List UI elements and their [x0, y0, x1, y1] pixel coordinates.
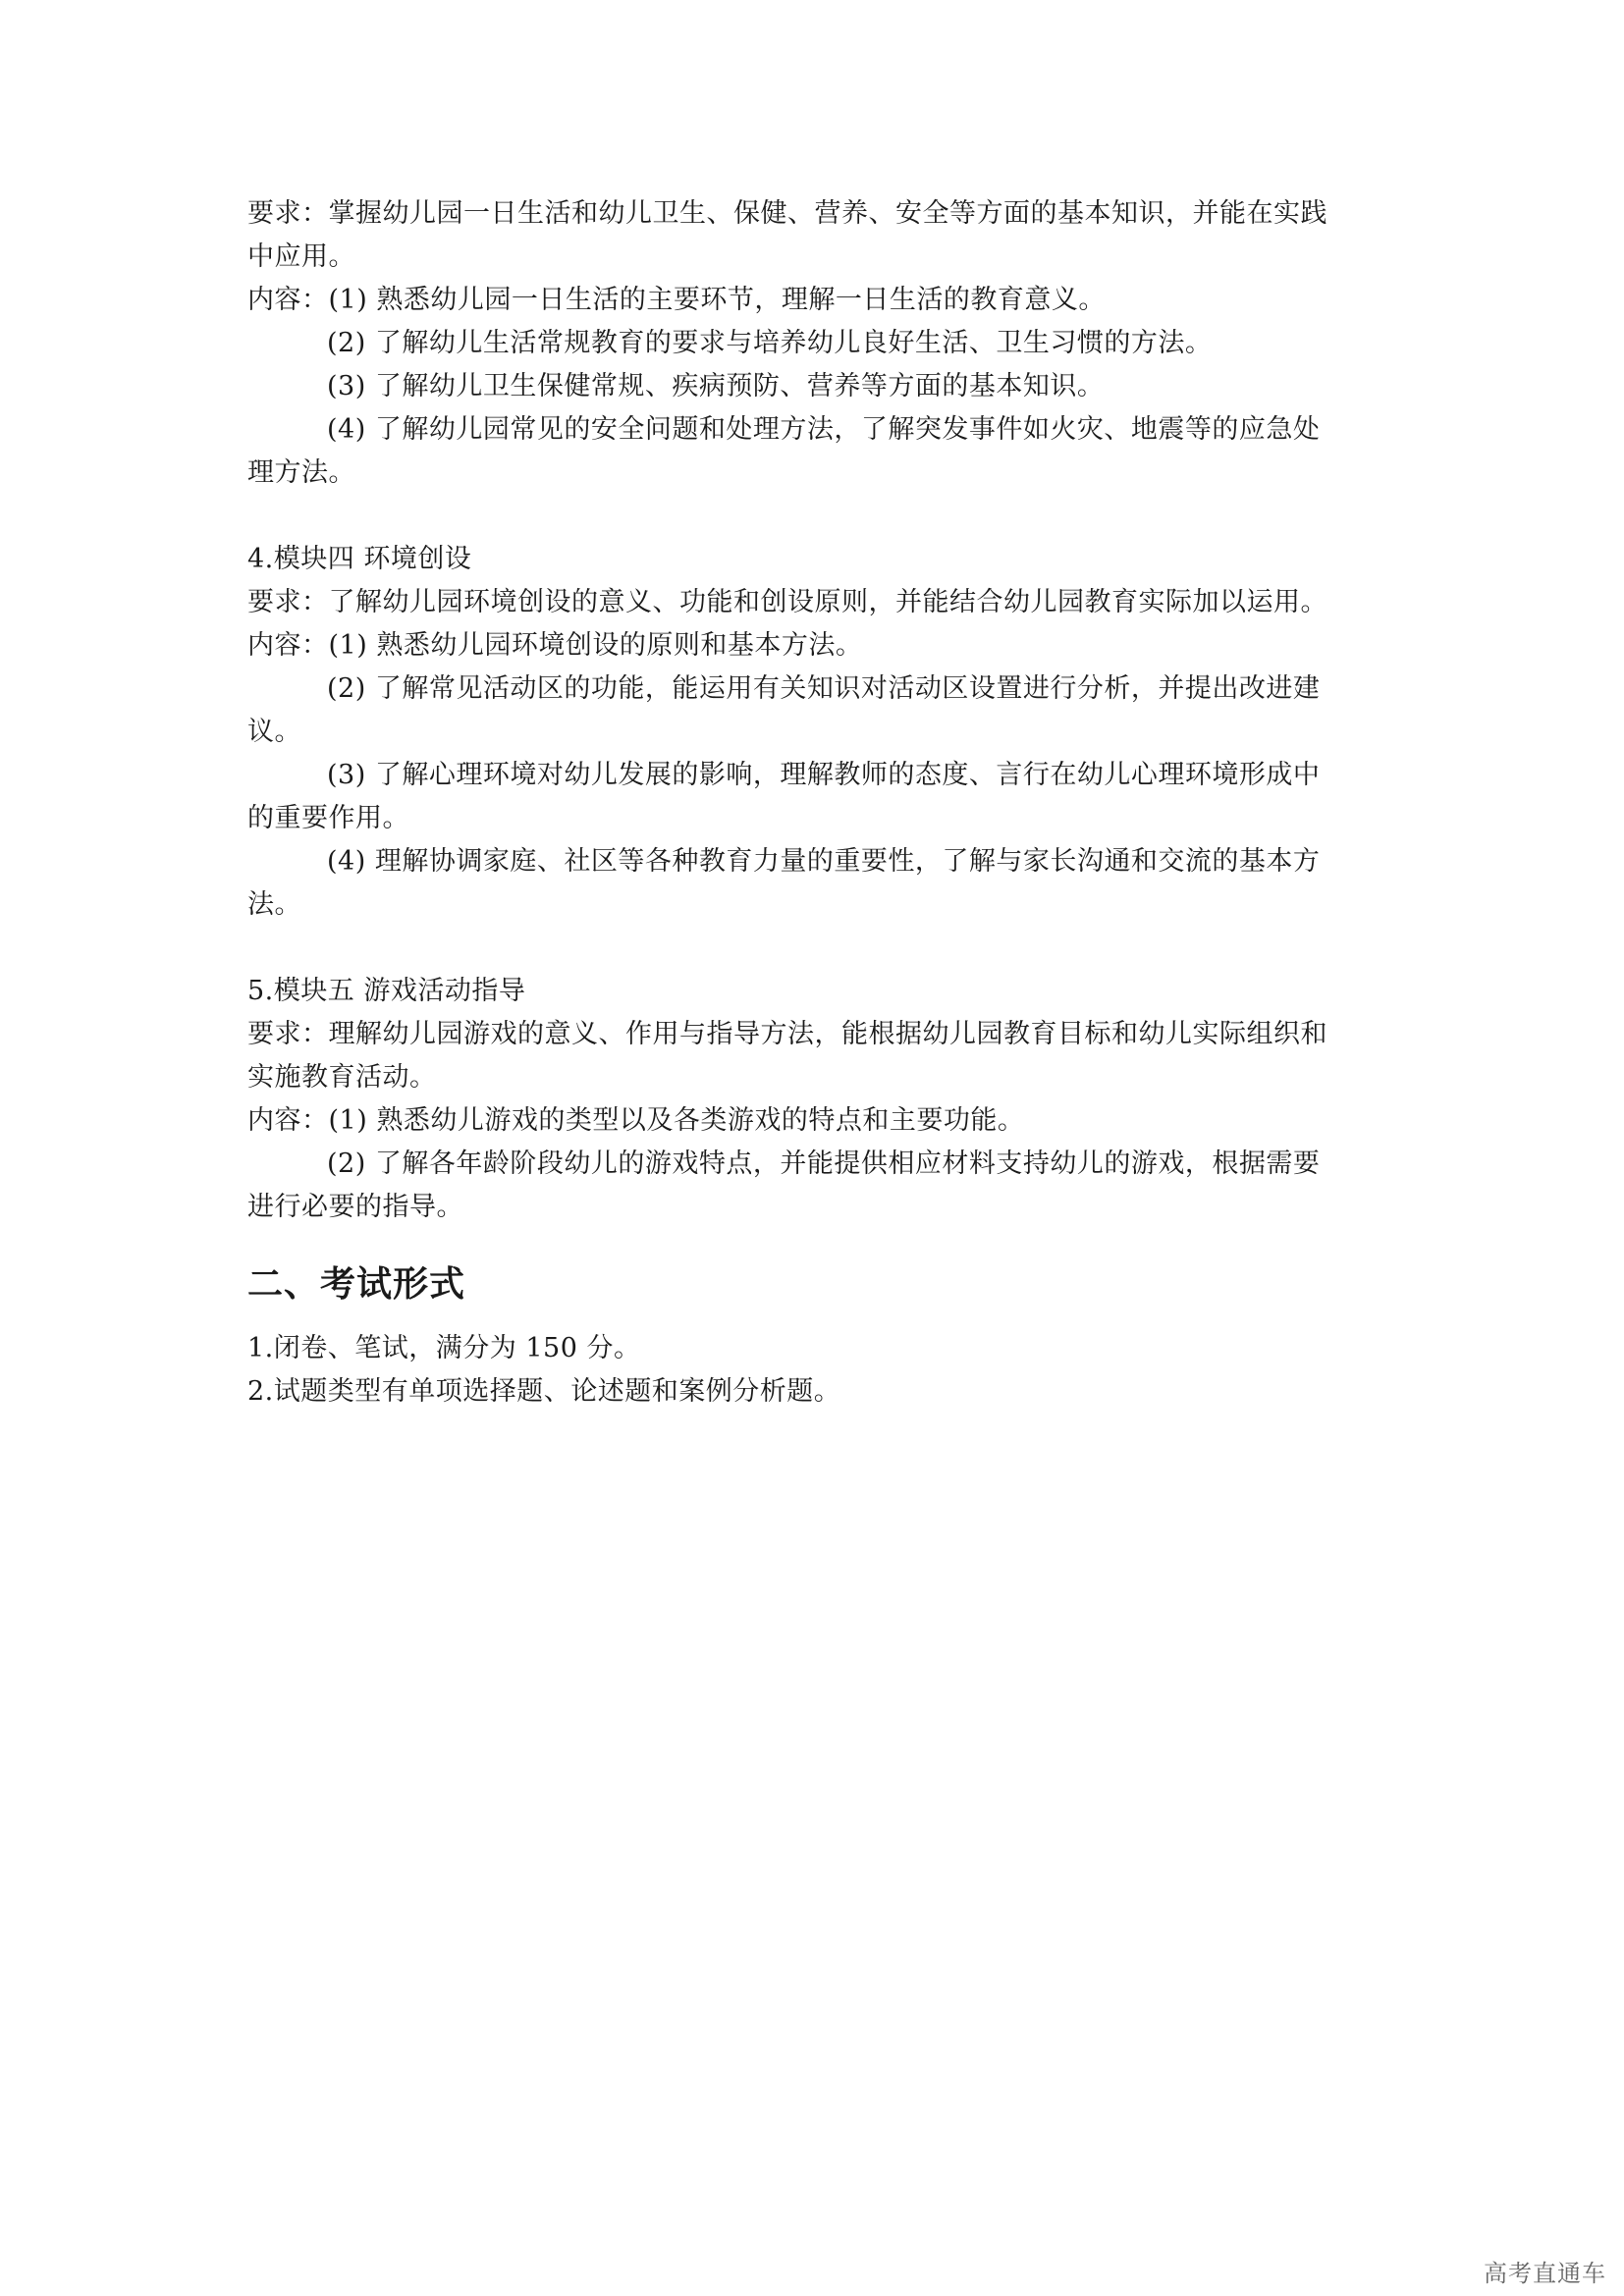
module3-requirement-line1: 要求：掌握幼儿园一日生活和幼儿卫生、保健、营养、安全等方面的基本知识，并能在实践: [247, 198, 1327, 229]
exam-form-heading: 二、考试形式: [247, 1264, 466, 1305]
document-body: [247, 192, 1386, 1414]
module5-content-2-line1: (2) 了解各年龄阶段幼儿的游戏特点，并能提供相应材料支持幼儿的游戏，根据需要: [327, 1148, 1321, 1179]
module3-content-1: 内容：(1) 熟悉幼儿园一日生活的主要环节，理解一日生活的教育意义。: [247, 285, 1106, 315]
module4-content-4-line2: 法。: [247, 889, 301, 920]
exam-form-item-2: 2.试题类型有单项选择题、论述题和案例分析题。: [247, 1376, 841, 1407]
module3-content-4-line1: (4) 了解幼儿园常见的安全问题和处理方法，了解突发事件如火灾、地震等的应急处: [327, 414, 1321, 445]
module4-content-3-line1: (3) 了解心理环境对幼儿发展的影响，理解教师的态度、言行在幼儿心理环境形成中: [327, 760, 1321, 790]
module4-content-3-line2: 的重要作用。: [247, 803, 409, 833]
module5-requirement-line2: 实施教育活动。: [247, 1062, 437, 1093]
module3-content-2: (2) 了解幼儿生活常规教育的要求与培养幼儿良好生活、卫生习惯的方法。: [327, 328, 1213, 358]
module5-content-1: 内容：(1) 熟悉幼儿游戏的类型以及各类游戏的特点和主要功能。: [247, 1105, 1025, 1136]
module4-content-4-line1: (4) 理解协调家庭、社区等各种教育力量的重要性，了解与家长沟通和交流的基本方: [327, 846, 1321, 877]
module5-content-2-line2: 进行必要的指导。: [247, 1192, 463, 1222]
module3-content-3: (3) 了解幼儿卫生保健常规、疾病预防、营养等方面的基本知识。: [327, 371, 1105, 401]
exam-form-item-1: 1.闭卷、笔试，满分为 150 分。: [247, 1333, 641, 1363]
module4-content-2-line1: (2) 了解常见活动区的功能，能运用有关知识对活动区设置进行分析，并提出改进建: [327, 673, 1321, 704]
module4-content-1: 内容：(1) 熟悉幼儿园环境创设的原则和基本方法。: [247, 630, 863, 661]
paragraph-gap: [247, 495, 1386, 538]
paragraph-gap: [247, 927, 1386, 970]
module4-title: 4.模块四 环境创设: [247, 544, 472, 574]
module5-requirement-line1: 要求：理解幼儿园游戏的意义、作用与指导方法，能根据幼儿园教育目标和幼儿实际组织和: [247, 1019, 1327, 1049]
module3-requirement-line2: 中应用。: [247, 241, 355, 272]
module4-requirement: 要求：了解幼儿园环境创设的意义、功能和创设原则，并能结合幼儿园教育实际加以运用。: [247, 587, 1327, 617]
module5-title: 5.模块五 游戏活动指导: [247, 976, 526, 1006]
module3-content-4-line2: 理方法。: [247, 457, 355, 488]
watermark: 高考直通车: [1484, 2260, 1606, 2287]
module4-content-2-line2: 议。: [247, 717, 301, 747]
